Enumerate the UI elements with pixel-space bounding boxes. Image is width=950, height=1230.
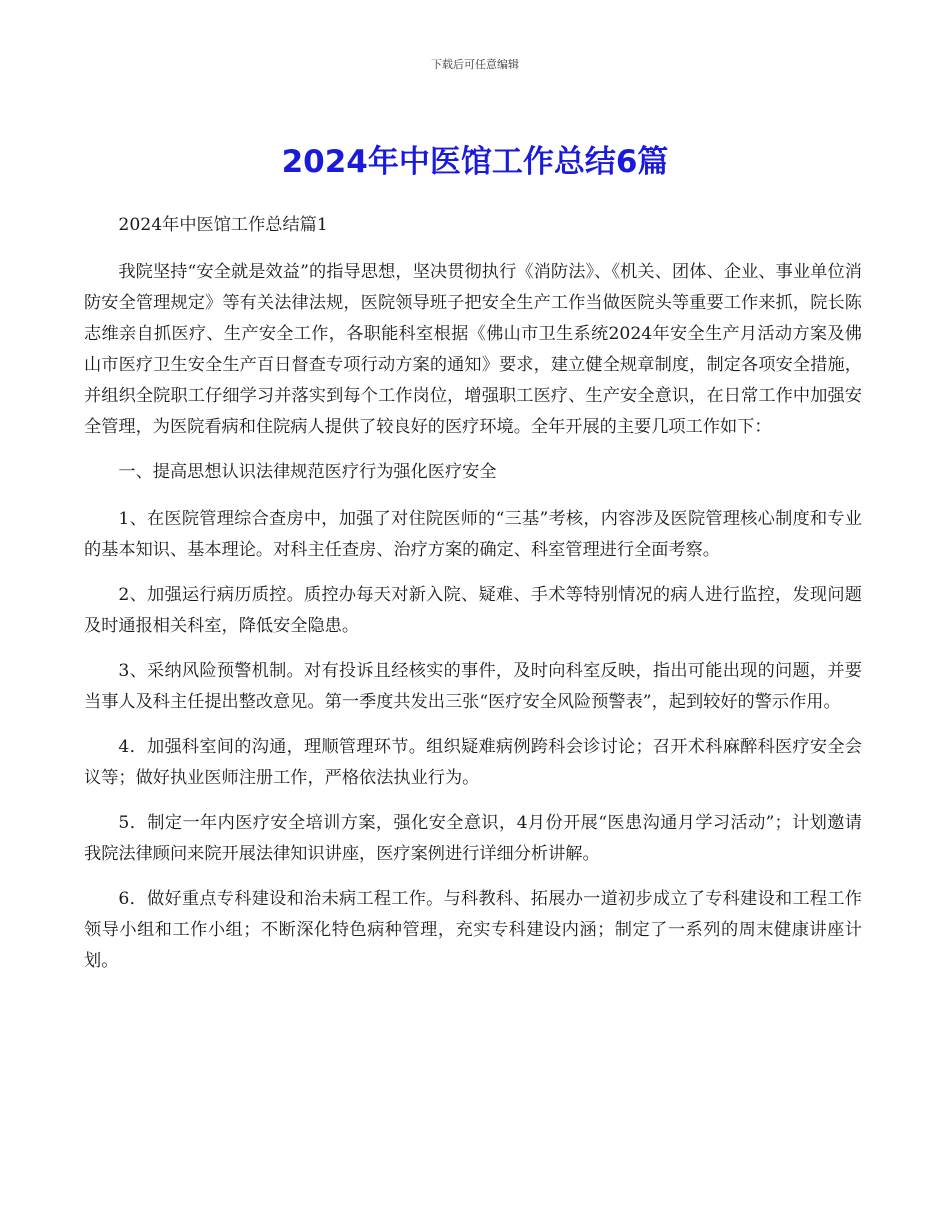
paragraph: 1、在医院管理综合查房中，加强了对住院医师的“三基”考核，内容涉及医院管理核心制度和专业的基本知识、基本理论。对科主任查房、治疗方案的确定、科室管理进行全面考察。	[84, 509, 862, 560]
document-body	[84, 210, 862, 991]
paragraph: 5．制定一年内医疗安全培训方案，强化安全意识，4月份开展“医患沟通月学习活动”；计划邀请我院法律顾问来院开展法律知识讲座，医疗案例进行详细分析讲解。	[84, 813, 862, 864]
subsection-heading: 一、提高思想认识法律规范医疗行为强化医疗安全	[118, 462, 497, 482]
paragraph: 2、加强运行病历质控。质控办每天对新入院、疑难、手术等特别情况的病人进行监控，发现问题及时通报相关科室，降低安全隐患。	[84, 585, 862, 636]
paragraph: 3、采纳风险预警机制。对有投诉且经核实的事件，及时向科室反映，指出可能出现的问题，并要当事人及科主任提出整改意见。第一季度共发出三张“医疗安全风险预警表”，起到较好的警示作用。	[84, 661, 862, 712]
paragraph: 4．加强科室间的沟通，理顺管理环节。组织疑难病例跨科会诊讨论；召开术科麻醉科医疗安全会议等；做好执业医师注册工作，严格依法执业行为。	[84, 737, 862, 788]
paragraph: 我院坚持“安全就是效益”的指导思想，坚决贯彻执行《消防法》、《机关、团体、企业、事业单位消防安全管理规定》等有关法律法规，医院领导班子把安全生产工作当做医院头等重要工作来抓，院长陈志维亲自抓医疗、生产安全工作，各职能科室根据《佛山市卫生系统2024年安全生产月活动方案及佛山市医疗卫生安全生产百日督查专项行动方案的通知》要求，建立健全规章制度，制定各项安全措施，并组织全院职工仔细学习并落实到每个工作岗位，增强职工医疗、生产安全意识，在日常工作中加强安全管理，为医院看病和住院病人提供了较良好的医疗环境。全年开展的主要几项工作如下：	[84, 262, 862, 437]
paragraph: 6．做好重点专科建设和治未病工程工作。与科教科、拓展办一道初步成立了专科建设和工程工作领导小组和工作小组；不断深化特色病种管理，充实专科建设内涵；制定了一系列的周末健康讲座计划。	[84, 889, 862, 971]
header-note: 下载后可任意编辑	[431, 58, 519, 71]
section-heading: 2024年中医馆工作总结篇1	[118, 215, 328, 235]
document-title: 2024年中医馆工作总结6篇	[281, 144, 669, 180]
